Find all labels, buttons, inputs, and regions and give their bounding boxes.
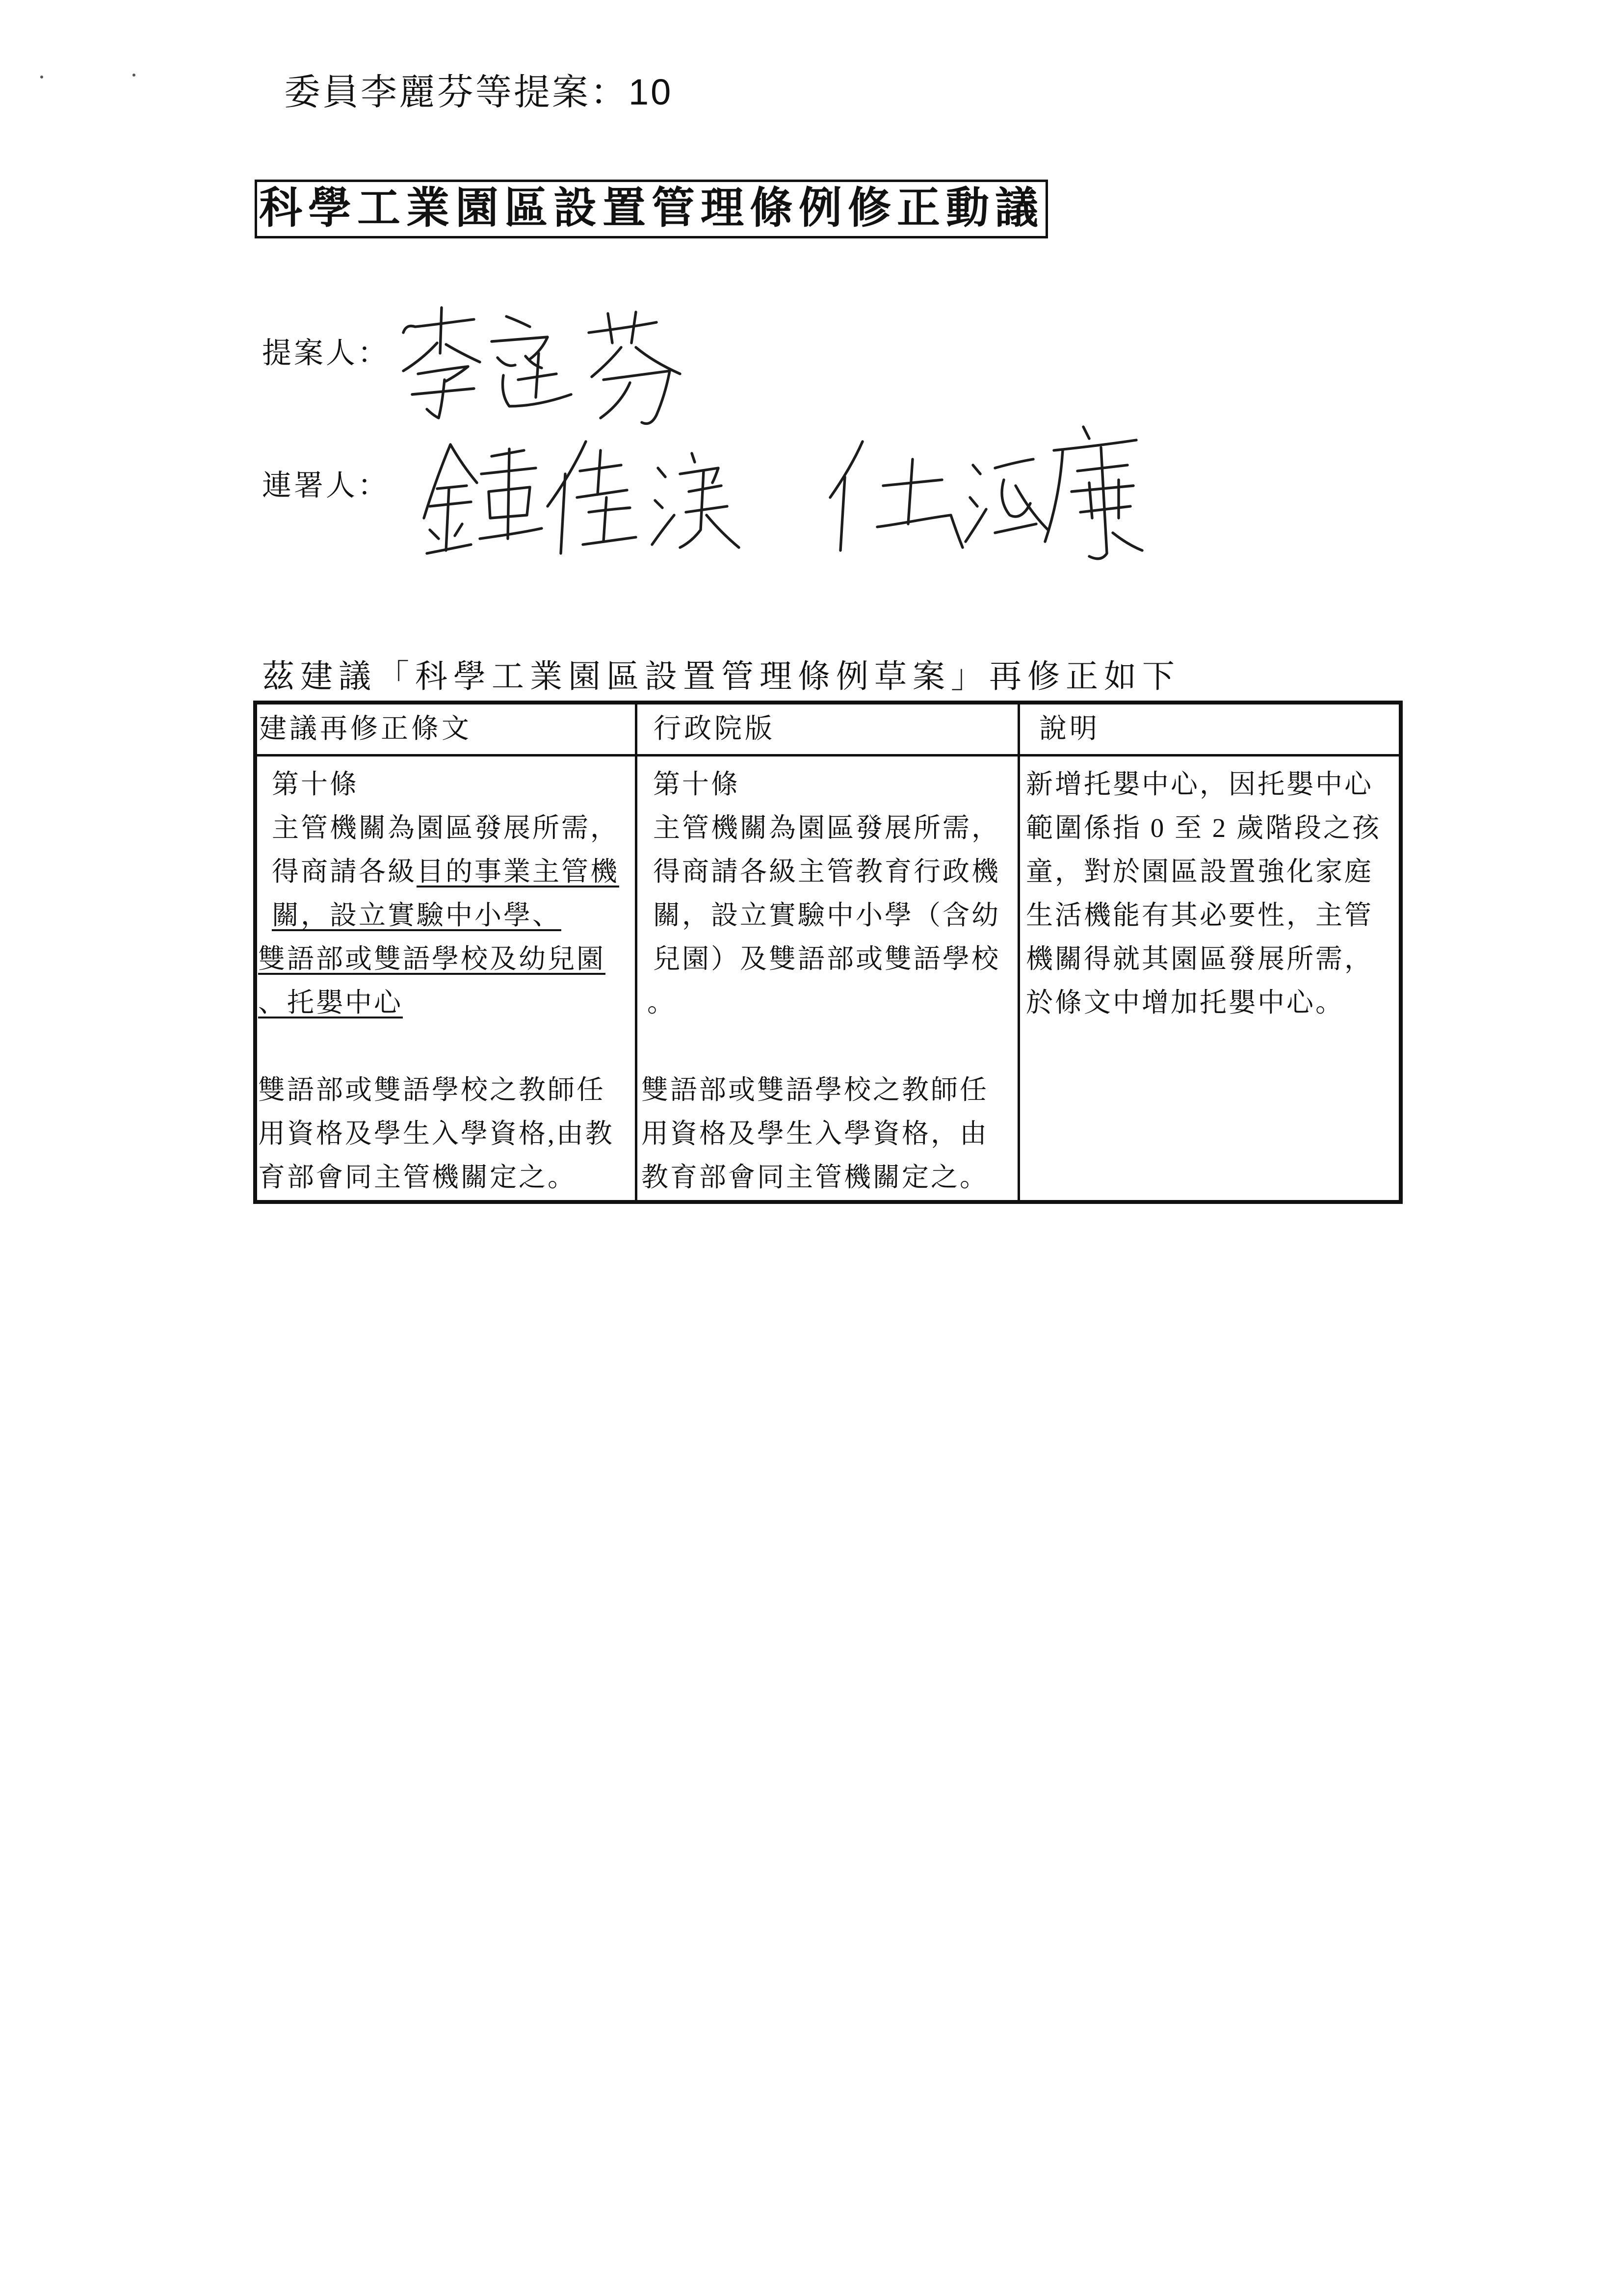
paragraph [258, 806, 635, 1024]
column-header-proposed: 建議再修正條文 [259, 714, 472, 744]
table-line: 用資格及學生入學資格,由教 [258, 1119, 614, 1148]
column-header-executive-yuan: 行政院版 [654, 714, 775, 744]
table-line: 新增托嬰中心，因托嬰中心 [1026, 769, 1374, 799]
table-line: 主管機關為園區發展所需， [272, 813, 620, 843]
article-number: 第十條 [653, 769, 740, 799]
table-line: 得商請各級主管教育行政機 [653, 857, 1001, 887]
executive-yuan-text-cell [637, 757, 1018, 1200]
table-line [258, 981, 635, 1024]
table-line: 兒園）及雙語部或雙語學校 [653, 944, 1001, 974]
line-text: 得商請各級 [272, 857, 417, 887]
table-line: 育部會同主管機關定之。 [258, 1162, 577, 1192]
table-line: 機關得就其園區發展所需， [1026, 944, 1374, 974]
table-line: 主管機關為園區發展所需， [653, 813, 1001, 843]
underlined-amendment: 、托嬰中心 [258, 988, 403, 1018]
column-header-explanation: 說明 [1039, 714, 1100, 744]
table-line: 教育部會同主管機關定之。 [641, 1162, 989, 1192]
paragraph [258, 1068, 635, 1199]
scan-speck [132, 74, 135, 77]
proposal-reference: 委員李麗芬等提案：10 [284, 72, 673, 112]
table-line: 生活機能有其必要性，主管 [1026, 900, 1374, 930]
table-line [258, 850, 635, 893]
underlined-amendment: 雙語部或雙語學校及幼兒園 [258, 944, 606, 974]
explanation-cell [1020, 757, 1399, 1200]
scan-speck [40, 76, 43, 78]
table-line [258, 937, 635, 981]
paragraph [641, 1068, 1018, 1199]
cosigners-label: 連署人： [262, 470, 390, 502]
paragraph [1026, 762, 1399, 1024]
cosigner-signatures [405, 419, 1141, 567]
table-line: 。 [647, 988, 677, 1018]
article-number: 第十條 [272, 769, 359, 799]
proposer-signature [383, 302, 692, 434]
intro-sentence: 茲建議「科學工業園區設置管理條例草案」再修正如下 [262, 659, 1180, 695]
table-line: 於條文中增加托嬰中心。 [1026, 988, 1345, 1018]
proposed-text-cell [257, 757, 635, 1200]
underlined-amendment: 關，設立實驗中小學、 [272, 900, 562, 930]
table-line: 關，設立實驗中小學（含幼 [653, 900, 1001, 930]
table-line: 童，對於園區設置強化家庭 [1026, 857, 1374, 887]
document-title: 科學工業園區設置管理條例修正動議 [255, 180, 1048, 238]
proposer-label: 提案人： [262, 337, 390, 369]
paragraph [641, 806, 1018, 1024]
table-line: 雙語部或雙語學校之教師任 [258, 1075, 606, 1105]
amendment-table [253, 701, 1403, 1204]
table-line [258, 893, 635, 937]
table-line: 範圍係指 0 至 2 歲階段之孩 [1026, 813, 1382, 843]
table-line: 用資格及學生入學資格，由 [641, 1119, 989, 1148]
table-line: 雙語部或雙語學校之教師任 [641, 1075, 989, 1105]
underlined-amendment: 目的事業主管機 [417, 857, 620, 887]
